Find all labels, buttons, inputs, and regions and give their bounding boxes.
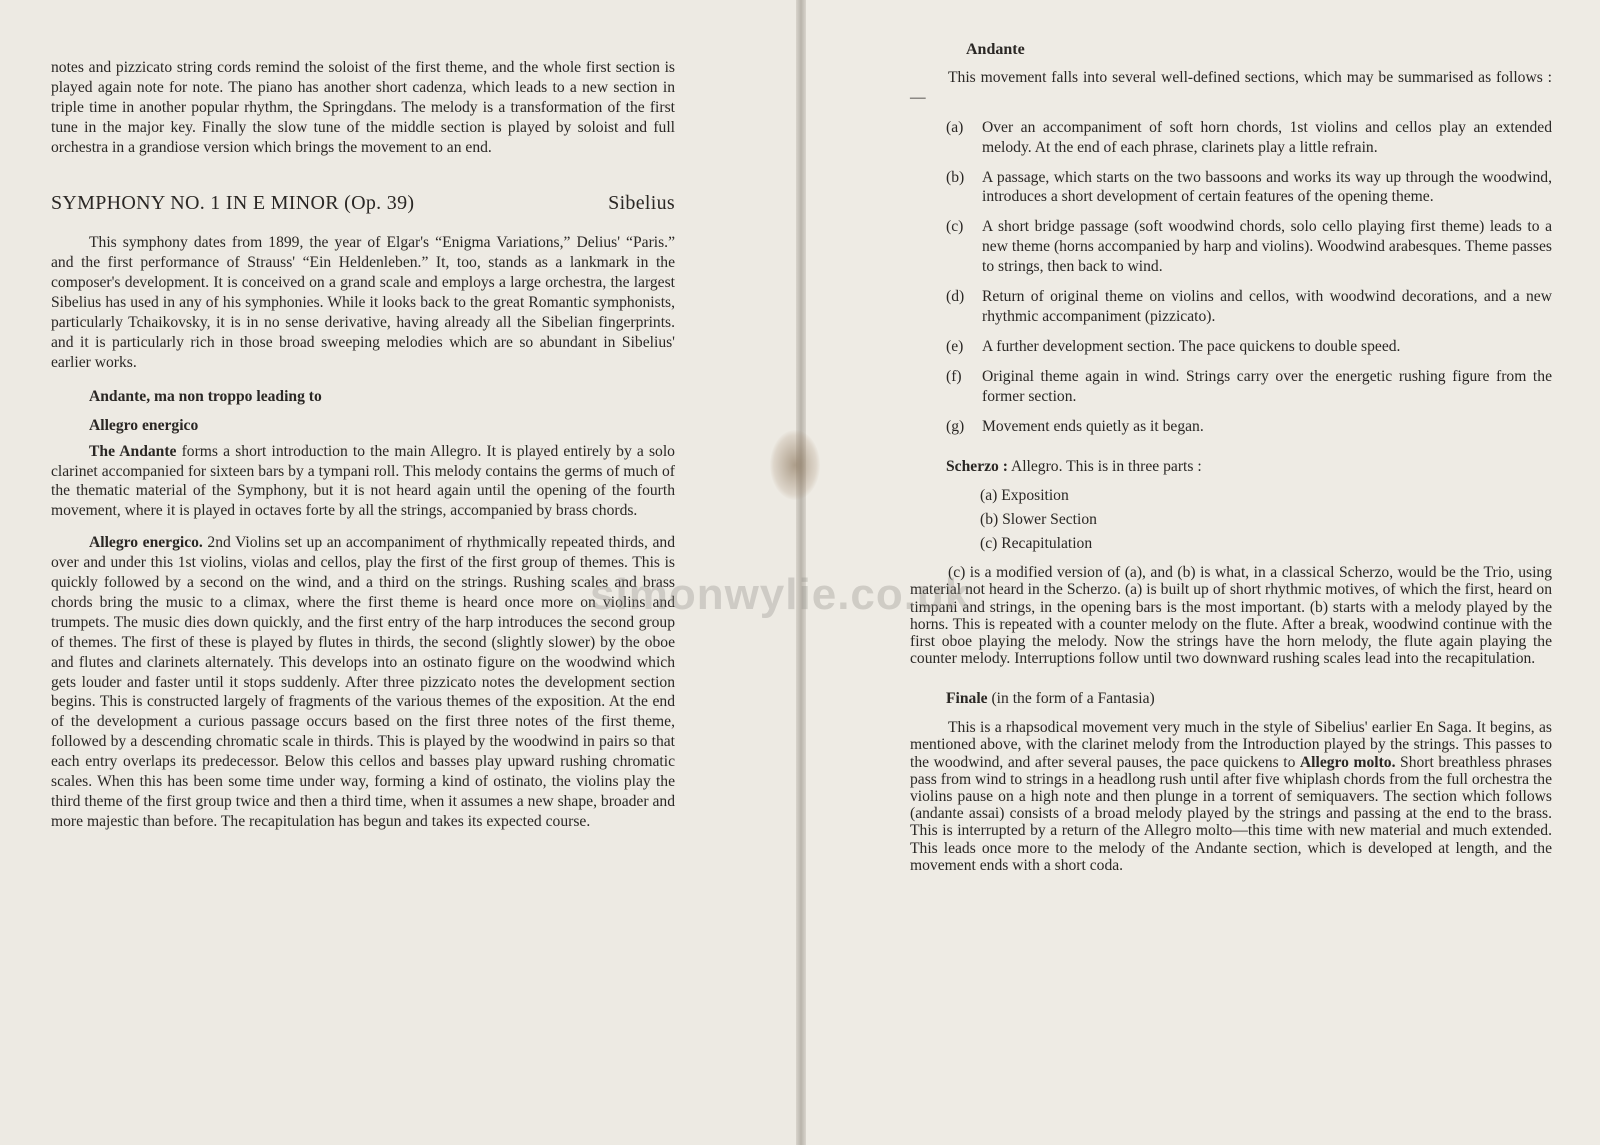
section-item: [946, 168, 1552, 208]
section-tag: (g): [946, 417, 965, 435]
movement-heading-2: Allegro energico: [89, 416, 199, 434]
scherzo-text: Allegro. This is in three parts :: [1007, 457, 1202, 475]
scherzo-label: Scherzo :: [946, 457, 1008, 475]
scherzo-part: (a) Exposition: [980, 487, 1069, 505]
andante-body: forms a short introduction to the main Allegro. It is played entirely by a solo clarinet accompanied for sixteen bars by a tympani roll. This melody contains the germs of much of the thematic material of the Symphony, but it is not heard again until the opening of the fourth movement, where it is played in octaves forte by all the strings, accompanied by brass chords.: [51, 442, 675, 520]
section-text: Movement ends quietly as it began.: [982, 417, 1204, 435]
section-item: [946, 367, 1552, 407]
scherzo-parts-list: [980, 486, 1552, 554]
andante-sections-list: [910, 118, 1552, 437]
section-text: A short bridge passage (soft woodwind chords, solo cello playing first theme) leads to a new theme (horns accompanied by harp and violins). Woodwind arabesques. Theme passes to strings, then back to wind.: [982, 218, 1552, 276]
scherzo-part: (b) Slower Section: [980, 511, 1097, 529]
andante-lead: The Andante: [89, 442, 177, 460]
andante-title: Andante: [966, 41, 1025, 58]
scherzo-part: (c) Recapitulation: [980, 535, 1093, 553]
finale-label: Finale: [946, 690, 988, 708]
symphony-paragraph: This symphony dates from 1899, the year of Elgar's “Enigma Variations,” Delius' “Paris.” and the first performance of Strauss' “Ein Heldenleben.” It, too, stands as a lankmark in the composer's development. It is conceived on a grand scale and employs a large orchestra, the largest Sibelius has used in any of his symphonies. While it looks back to the great Romantic symphonists, particularly Tchaikovsky, it is in no sense derivative, having already all the Sibelian fingerprints. and it is particularly rich in those broad sweeping melodies which are so abundant in Sibelius' earlier works.: [51, 234, 675, 371]
section-item: [946, 417, 1552, 437]
section-text: Original theme again in wind. Strings carry over the energetic rushing figure from the former section.: [982, 367, 1552, 405]
scherzo-heading: [946, 457, 1552, 477]
andante-paragraph: [51, 442, 675, 522]
allegro-lead: Allegro energico.: [89, 534, 203, 552]
section-tag: (a): [946, 118, 964, 136]
scherzo-paragraph: (c) is a modified version of (a), and (b) is what, in a classical Scherzo, would be the Trio, using material not heard in the Scherzo. (a) is built up of short rhythmic motives, of which the first, heard on timpani and strings, in the opening bars is the most important. (b) starts with a melody played by the horns. This is repeated with a counter melody on the flute. After a break, woodwind continue with the first oboe playing the melody. Now the strings have the horn melody, the flute again playing the counter melody. Interruptions follow until two downward rushing scales lead into the recapitulation.: [910, 564, 1552, 668]
finale-text-b: Short breathless phrases pass from wind to strings in a headlong rush until after five whiplash chords from the full orchestra the violins pause on a high note and then plunge in a torrent of semiquavers. The section which follows (andante assai) consists of a broad melody played by the strings and passing at the end to the brass. This is interrupted by a return of the Allegro molto—this time with new material and much extended. This leads once more to the melody of the Andante section, which is developed at length, and the movement ends with a short coda.: [910, 753, 1552, 874]
section-text: A further development section. The pace quickens to double speed.: [982, 337, 1401, 355]
section-item: [946, 337, 1552, 357]
andante-intro: This movement falls into several well-defined sections, which may be summarised as follows :—: [910, 68, 1552, 106]
movement-heading-1: Andante, ma non troppo leading to: [89, 387, 322, 405]
section-item: [946, 217, 1552, 277]
symphony-heading: [51, 191, 675, 214]
composer-name: Sibelius: [608, 191, 675, 214]
symphony-title: SYMPHONY NO. 1 IN E MINOR (Op. 39): [51, 191, 415, 214]
paper-stain: [770, 430, 820, 500]
section-tag: (f): [946, 367, 962, 385]
section-text: A passage, which starts on the two bassoons and works its way up through the woodwind, introduces a short development of certain features of the opening theme.: [982, 168, 1552, 206]
finale-sub: (in the form of a Fantasia): [987, 690, 1155, 708]
finale-heading: [946, 689, 1552, 709]
allegro-paragraph: [51, 533, 675, 832]
site-watermark: simonwylie.co.uk: [590, 570, 971, 619]
section-tag: (d): [946, 288, 965, 306]
section-text: Return of original theme on violins and cellos, with woodwind decorations, and a new rhythmic accompaniment (pizzicato).: [982, 288, 1552, 325]
finale-paragraph: [910, 719, 1552, 874]
section-item: [946, 118, 1552, 158]
left-column: [51, 58, 675, 832]
allegro-body: 2nd Violins set up an accompaniment of rhythmically repeated thirds, and over and under this 1st violins, violas and cellos, play the first of the first group of themes. This is quickly followed by a second on the wind, and a third on the strings. Rushing scales and brass chords bring the music to a climax, where the first theme is heard once more on violins and trumpets. The music dies down quickly, and the first entry of the harp introduces the second group of themes. The first of these is played by flutes in thirds, the second (slightly slower) by the oboe and flutes and clarinets alternately. This develops into an ostinato figure on the woodwind which gets louder and faster until it stops suddenly. After three pizzicato notes the development section begins. This is constructed largely of fragments of the various themes of the exposition. At the end of the development a curious passage occurs based on the first three notes of the first theme, followed by a descending chromatic scale in thirds. This is played by the woodwind in pairs so that each entry overlaps its predecessor. Below this cellos and basses play upward rushing chromatic scales. When this has been some time under way, forming a kind of ostinato, the violins play the third theme of the first group twice and then a third time, when it assumes a new shape, broader and more majestic than before. The recapitulation has begun and takes its expected course.: [51, 534, 675, 830]
section-tag: (e): [946, 337, 964, 355]
right-column: [910, 40, 1552, 874]
intro-paragraph: notes and pizzicato string cords remind the soloist of the first theme, and the whole first section is played again note for note. The piano has another short cadenza, which leads to a new section in triple time in another popular rhythm, the Springdans. The melody is a transformation of the first tune in the major key. Finally the slow tune of the middle section is played by soloist and full orchestra in a grandiose version which brings the movement to an end.: [51, 59, 675, 156]
section-item: [946, 287, 1552, 327]
finale-text-a: This is a rhapsodical movement very much in the style of Sibelius' earlier En Saga. It begins, as mentioned above, with the clarinet melody from the Introduction played by the strings. This passes to the woodwind, and after several pauses, the pace quickens to: [910, 719, 1552, 771]
section-tag: (c): [946, 218, 964, 236]
section-text: Over an accompaniment of soft horn chords, 1st violins and cellos play an extended melody. At the end of each phrase, clarinets play a little refrain.: [982, 118, 1552, 156]
finale-bold: Allegro molto.: [1299, 753, 1396, 771]
section-tag: (b): [946, 168, 965, 186]
